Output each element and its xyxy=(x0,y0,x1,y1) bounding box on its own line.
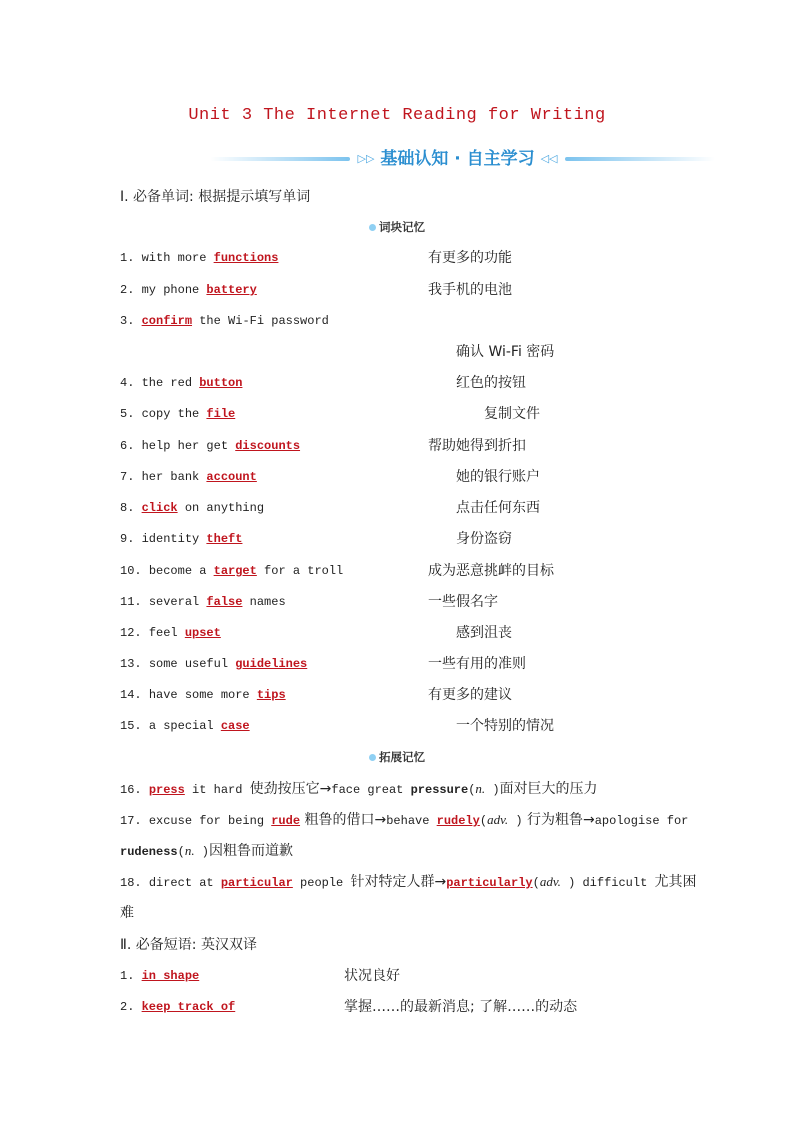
answer: functions xyxy=(213,251,279,265)
list-item xyxy=(120,685,680,705)
answer: rudely xyxy=(436,814,480,828)
english-phrase: 10. become a target for a troll xyxy=(120,564,344,578)
banner-left-line xyxy=(210,157,350,161)
answer: rude xyxy=(271,814,301,828)
banner-right-line xyxy=(565,157,715,161)
answer: in shape xyxy=(141,969,200,983)
answer: click xyxy=(141,501,178,515)
banner-text: 基础认知 · 自主学习 xyxy=(380,149,535,169)
answer: discounts xyxy=(235,439,301,453)
chinese-translation: 她的银行账户 xyxy=(456,469,540,485)
english-phrase: 2. keep track of xyxy=(120,1000,236,1014)
list-item xyxy=(120,529,680,549)
answer: theft xyxy=(206,532,243,546)
extended-item-17: 17. excuse for being rude 粗鲁的借口→behave rudely(adv. ) 行为粗鲁→apologise for xyxy=(120,812,689,828)
answer: guidelines xyxy=(235,657,308,671)
english-phrase: 7. her bank account xyxy=(120,470,257,484)
extended-item-18: 18. direct at particular people 针对特定人群→particularly(adv. ) difficult 尤其困 xyxy=(120,874,697,890)
list-item xyxy=(120,280,680,300)
answer: account xyxy=(206,470,257,484)
subheading-chunk-memory: 词块记忆 xyxy=(0,219,794,235)
section-heading-2: Ⅱ. 必备短语: 英汉双译 xyxy=(120,937,257,953)
english-phrase: 1. with more functions xyxy=(120,251,279,265)
chinese-translation: 感到沮丧 xyxy=(456,625,512,641)
double-arrow-right-icon: ▷▷ xyxy=(357,152,375,165)
list-item xyxy=(120,248,680,268)
chinese-translation: 一个特别的情况 xyxy=(456,718,554,734)
chinese-translation: 身份盗窃 xyxy=(456,531,512,547)
english-phrase: 11. several false names xyxy=(120,595,286,609)
extended-item-18-cont: 难 xyxy=(120,905,134,921)
chinese-translation: 我手机的电池 xyxy=(428,282,512,298)
list-item xyxy=(120,311,680,360)
english-phrase: 8. click on anything xyxy=(120,501,265,515)
answer: target xyxy=(213,564,257,578)
english-phrase: 4. the red button xyxy=(120,376,243,390)
extended-item-17-cont: rudeness(n. )因粗鲁而道歉 xyxy=(120,843,293,859)
chinese-translation: 状况良好 xyxy=(344,968,400,984)
english-phrase: 14. have some more tips xyxy=(120,688,286,702)
answer: battery xyxy=(206,283,257,297)
answer: upset xyxy=(184,626,221,640)
chinese-translation: 有更多的功能 xyxy=(428,250,512,266)
section-banner xyxy=(210,146,715,172)
english-phrase: 3. confirm the Wi-Fi password xyxy=(120,314,329,328)
bullet-icon xyxy=(369,224,376,231)
double-arrow-left-icon: ◁◁ xyxy=(540,152,558,165)
subheading-extended-memory: 拓展记忆 xyxy=(0,749,794,765)
list-item xyxy=(120,592,680,612)
answer: file xyxy=(206,407,236,421)
answer: particular xyxy=(220,876,293,890)
english-phrase: 2. my phone battery xyxy=(120,283,257,297)
list-item xyxy=(120,966,680,986)
english-phrase: 12. feel upset xyxy=(120,626,221,640)
english-phrase: 13. some useful guidelines xyxy=(120,657,308,671)
chinese-translation: 有更多的建议 xyxy=(428,687,512,703)
english-phrase: 15. a special case xyxy=(120,719,250,733)
list-item xyxy=(120,561,680,581)
extended-item-16: 16. press it hard 使劲按压它→face great pressure(n. )面对巨大的压力 xyxy=(120,781,598,797)
chinese-translation: 确认 Wi-Fi 密码 xyxy=(456,344,555,360)
page-title: Unit 3 The Internet Reading for Writing xyxy=(188,106,606,125)
list-item xyxy=(120,716,680,736)
list-item xyxy=(120,654,680,674)
answer: press xyxy=(148,783,185,797)
chinese-translation: 复制文件 xyxy=(484,406,540,422)
chinese-translation: 一些有用的准则 xyxy=(428,656,526,672)
answer: case xyxy=(220,719,250,733)
banner-label xyxy=(350,146,565,172)
chinese-translation: 红色的按钮 xyxy=(456,375,526,391)
list-item xyxy=(120,404,680,424)
english-phrase: 1. in shape xyxy=(120,969,200,983)
chinese-translation: 一些假名字 xyxy=(428,594,498,610)
answer: button xyxy=(199,376,243,390)
list-item xyxy=(120,373,680,393)
chinese-translation: 掌握……的最新消息; 了解……的动态 xyxy=(344,999,578,1015)
section-heading-1: Ⅰ. 必备单词: 根据提示填写单词 xyxy=(120,189,311,205)
answer: confirm xyxy=(141,314,193,328)
answer: keep track of xyxy=(141,1000,236,1014)
chinese-translation: 帮助她得到折扣 xyxy=(428,438,526,454)
bullet-icon xyxy=(369,754,376,761)
list-item xyxy=(120,623,680,643)
english-phrase: 6. help her get discounts xyxy=(120,439,301,453)
chinese-translation: 点击任何东西 xyxy=(456,500,540,516)
answer: false xyxy=(206,595,243,609)
list-item xyxy=(120,467,680,487)
list-item xyxy=(120,436,680,456)
english-phrase: 5. copy the file xyxy=(120,407,236,421)
answer: particularly xyxy=(446,876,533,890)
answer: tips xyxy=(256,688,286,702)
list-item xyxy=(120,498,680,518)
list-item xyxy=(120,997,680,1017)
chinese-translation: 成为恶意挑衅的目标 xyxy=(428,563,554,579)
english-phrase: 9. identity theft xyxy=(120,532,243,546)
